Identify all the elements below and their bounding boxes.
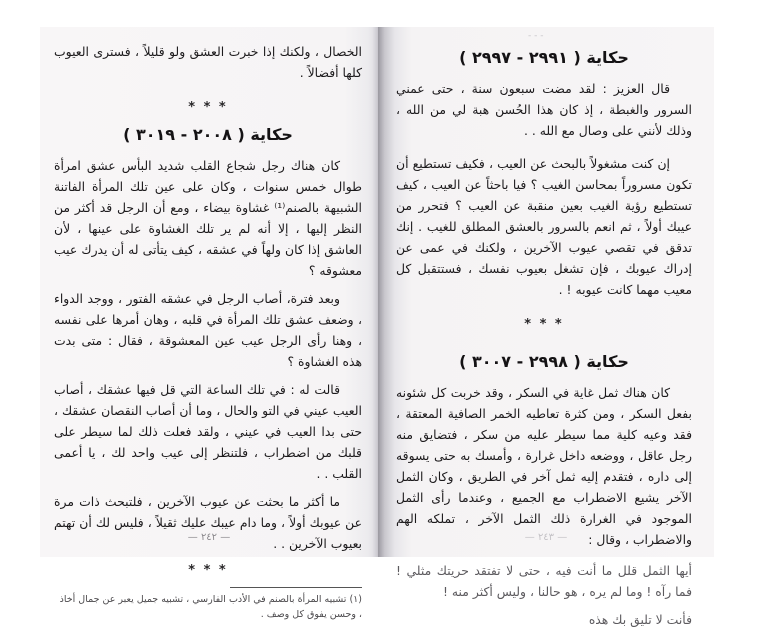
- story-paragraph: ما أكثر ما بحثت عن عيوب الآخرين ، فلتبحث ذات مرة عن عيوبك أولاً ، وما دام عيبك عليك ثقيلاً ، فليس لك أن تهتم بعيوب الآخرين . .: [54, 494, 362, 551]
- section-separator: * * *: [188, 563, 228, 578]
- footnote-divider: [230, 587, 362, 588]
- story-title: حكاية ( ٢٩٩١ - ٢٩٩٧ ): [459, 48, 629, 67]
- section-separator: * * *: [188, 100, 228, 115]
- story-paragraph: أيها الثمل قلل ما أنت فيه ، حتى لا تفتقد حريتك مثلي ! فما رآه ! وما لم يره ، هو حالنا ، وليس أكثر منه !: [396, 563, 692, 599]
- continued-paragraph: الخصال ، ولكنك إذا خبرت العشق ولو قليلاً ، فسترى العيوب كلها أفضالاً .: [54, 44, 362, 80]
- story-paragraph: قال العزيز : لقد مضت سبعون سنة ، حتى عمني السرور والغبطة ، إذ كان هذا الحُسن هبة لي من الله ، وذلك لأنني على وصال مع الله . .: [396, 81, 692, 138]
- header-marks: - - -: [528, 31, 544, 41]
- story-paragraph: إن كنت مشغولاً بالبحث عن العيب ، فكيف تستطيع أن تكون مسروراً بمحاسن الغيب ؟ فيا باحثاً عن العيب ، كيف تستطيع رؤية الغيب بعين منقبة عن العيب ؟ فتحرر من عيبك أولاً ، ثم انعم بالسرور بالعشق المطلق للغيب . إنك تدقق في تقصي عيوب الآخرين ، ولكنك في عمى عن إدراك عيوبك ، فإن تشغل بعيوب نفسك ، فستتقبل كل معيب مهما كانت عيوبه ! .: [396, 156, 692, 297]
- left-page: [40, 27, 378, 620]
- story-paragraph: قالت له : في تلك الساعة التي قل فيها عشقك ، أصاب العيب عيني في التو والحال ، وما أن أصاب النقصان عشقك ، حتى بدا العيب في عيني ، ولقد فعلت ذلك لما سيطر على قلبك من اضطراب ، فلتنظر إلى عيب واحد لك ، يا أعمى القلب . .: [54, 382, 362, 481]
- story-title: حكاية ( ٢٩٩٨ - ٣٠٠٧ ): [459, 352, 629, 371]
- page-number: — ٢٤٣ —: [524, 532, 568, 543]
- right-page: [378, 27, 714, 627]
- story-paragraph-fragment: فأنت لا تليق بك هذه: [588, 612, 692, 627]
- section-separator: * * *: [524, 317, 564, 332]
- story-title: حكاية ( ٢٠٠٨ - ٣٠١٩ ): [123, 125, 293, 144]
- footnote: (١) تشبيه المرأة بالصنم في الأدب الفارسي ، تشبيه جميل يعبر عن جمال أخاذ ، وحسن يفوق كل وصف .: [59, 594, 362, 620]
- story-paragraph: وبعد فترة، أصاب الرجل في عشقه الفتور ، ووجد الدواء ، وضعف عشق تلك المرأة في قلبه ، وهان أمرها على نفسه ، وهنا رأى الرجل عيب عين المعشوقة ، فقال : متى بدت هذه الغشاوة ؟: [54, 291, 362, 369]
- page-number: — ٢٤٢ —: [187, 532, 231, 543]
- story-paragraph: كان هناك رجل شجاع القلب شديد البأس عشق امرأة طوال خمس سنوات ، وكان على عين تلك المرأة الفاتنة الشبيهة بالصنم⁽¹⁾ غشاوة بيضاء ، ومع أن الرجل قد أكثر من النظر إليها ، إلا أنه لم ير تلك الغشاوة على عينها ، لأن العاشق إذا كان ولهاً في عشقه ، كيف يتأتى له أن يدرك عيب معشوقه ؟: [54, 158, 362, 278]
- story-paragraph: كان هناك ثمل غاية في السكر ، وقد خربت كل شئونه بفعل السكر ، ومن كثرة تعاطيه الخمر الصافية المعتقة ، فقد وعيه كلية مما سيطر عليه من سكر ، فتضايق منه رجل عاقل ، ووضعه داخل غرارة ، وأمسك به حتى يسوقه إلى داره ، فتقدم إليه ثمل آخر في الطريق ، وكان الثمل الآخر يشيع الاضطراب مع الجميع ، وعندما رأى الثمل الموجود في الغرارة ذلك الثمل الآخر ، تملكه الهم والاضطراب ، وقال :: [396, 385, 692, 547]
